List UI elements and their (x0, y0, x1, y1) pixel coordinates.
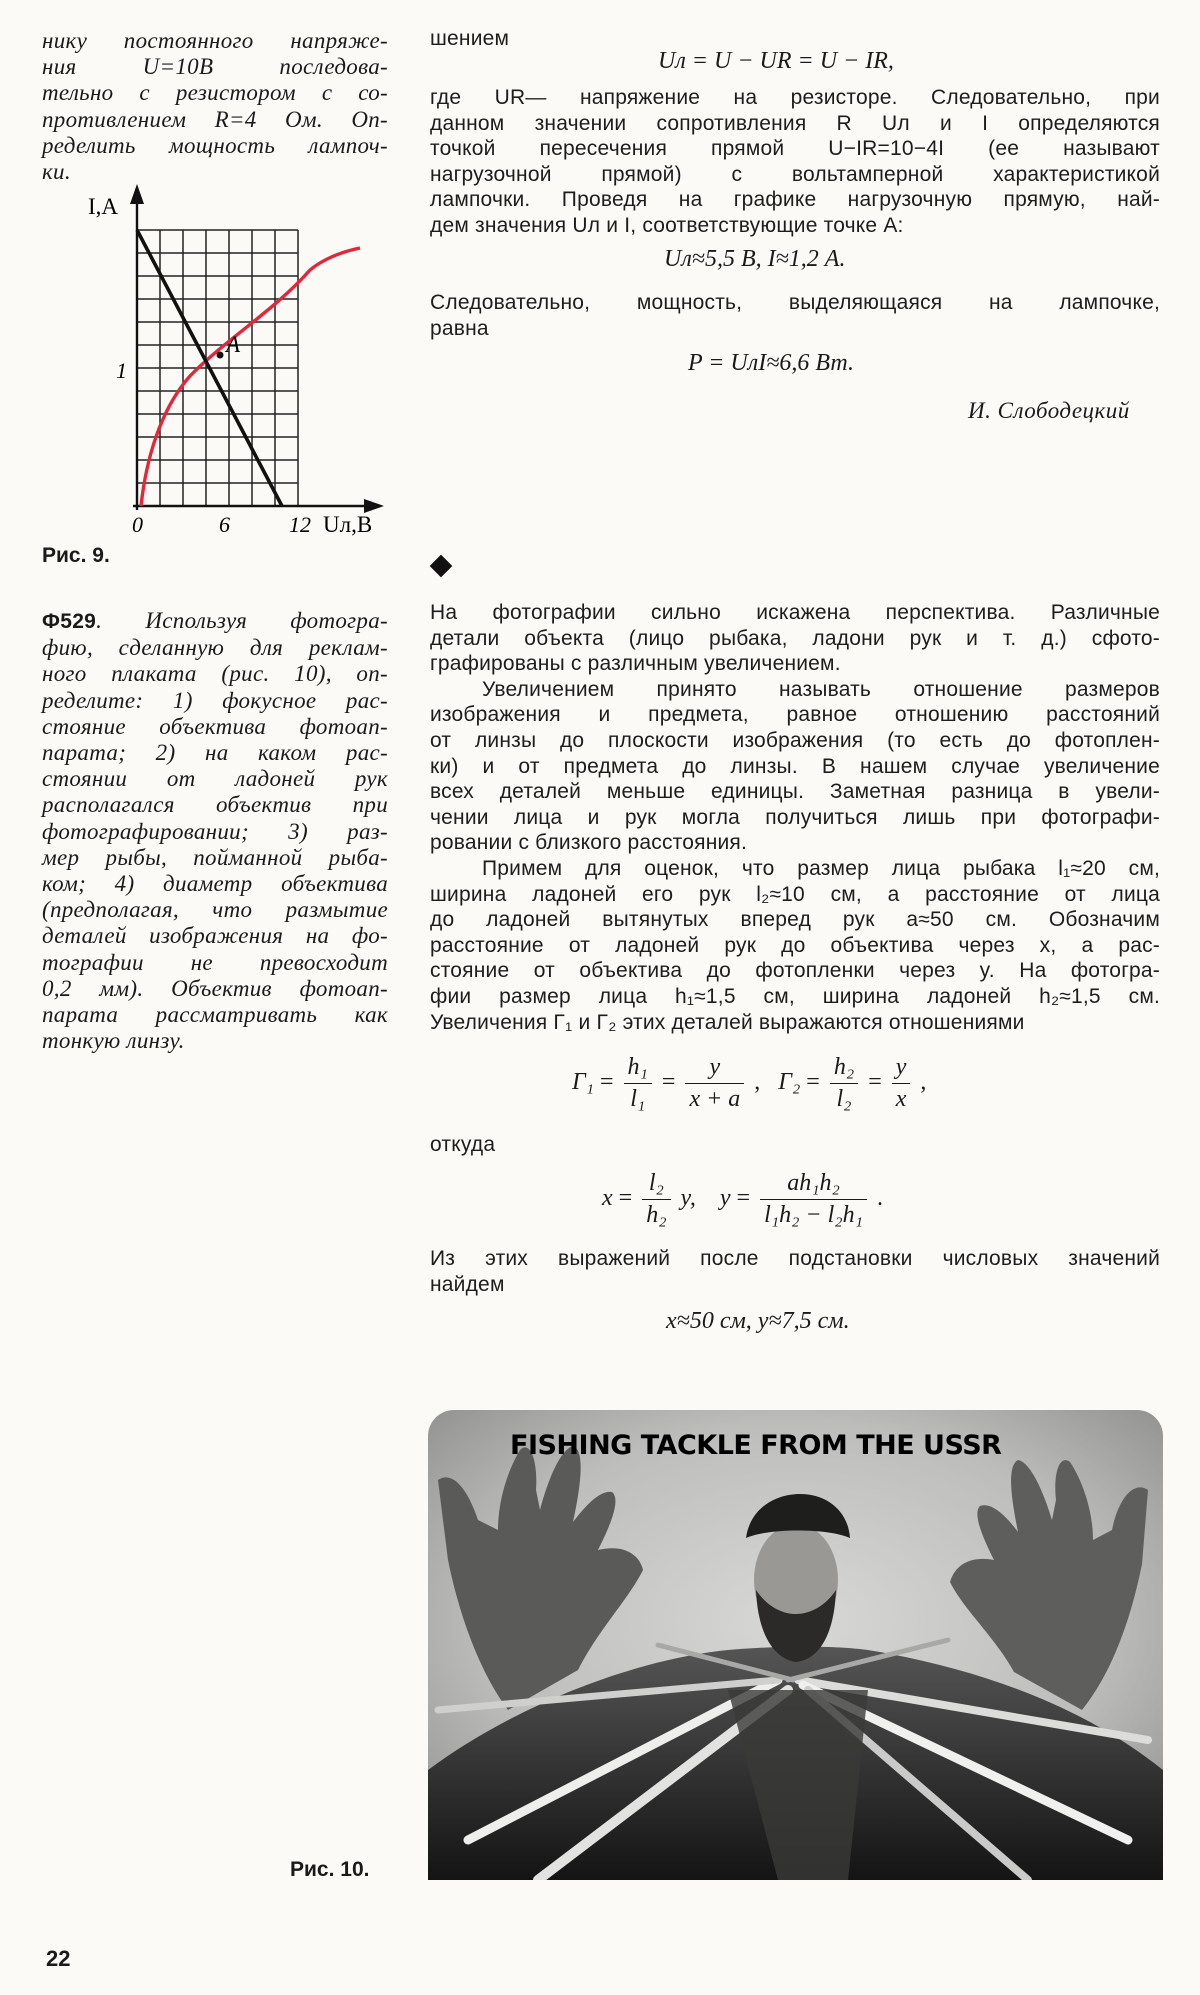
fraction: $\frac{\text{h₁}}{\text{l₁}}$ (624, 1054, 652, 1113)
text-line: графированы с различным увеличением. (430, 652, 841, 676)
text-line: детали объекта (лицо рыбака, ладони рук и т. д.) сфото- (430, 626, 1160, 650)
text-line: тельно с резистором с со- (42, 80, 388, 106)
x-axis-arrow-icon (364, 499, 384, 513)
text-line: найдем (430, 1272, 505, 1296)
text-line: На фотографии сильно искажена перспектива. Различные (430, 601, 1160, 624)
problem-f529 (42, 608, 388, 1054)
text-line: (предполагая, что размытие (42, 897, 388, 923)
problem-number: Ф529 (42, 610, 97, 633)
text-line: ки. (42, 159, 71, 185)
result: x≈50 см, y≈7,5 см. (666, 1308, 850, 1334)
text-line: фии размер лица h₁≈1,5 см, ширина ладоней h₂≈1,5 см. (430, 984, 1160, 1008)
text-line: стоянии от ладоней рук (42, 766, 388, 792)
point-label-A: A (226, 332, 241, 357)
gamma-2: Γ₂ (778, 1069, 801, 1096)
text-line: изображения и предмета, равное отношению расстояний (430, 703, 1160, 727)
figure-9-graph (60, 180, 400, 540)
text-line: тографии не превосходит (42, 949, 388, 975)
solution-f529 (430, 600, 1160, 1035)
x-axis-label: Uл,В (323, 512, 373, 537)
text-line: точкой пересечения прямой U−IR=10−4I (ее называют (430, 137, 1160, 161)
x-tick-label: 6 (219, 512, 230, 537)
text-line: ширина ладоней его рук l₂≈10 см, а расстояние от лица (430, 882, 1160, 906)
fraction: $\frac{y}{x + a}$ (685, 1054, 744, 1113)
text-line: Из этих выражений после подстановки числовых значений (430, 1247, 1160, 1270)
text-line: фотографировании; 3) раз- (42, 818, 388, 844)
photo-title: FISHING TACKLE FROM THE USSR (510, 1430, 1002, 1461)
fraction: $\frac{y}{x}$ (892, 1054, 911, 1113)
text-line: дем значения Uл и I, соответствующие точке A: (430, 213, 904, 237)
formula-voltage: Uл = U − UR = U − IR, (658, 48, 894, 74)
text-line: где UR— напряжение на резисторе. Следовательно, при (430, 86, 1160, 109)
text-line: нагрузочной прямой) с вольтамперной характеристикой (430, 162, 1160, 186)
text-line: ределить мощность лампоч- (42, 132, 388, 158)
fraction: $\frac{\text{h₂}}{\text{l₂}}$ (830, 1054, 858, 1113)
text-line: ного плаката (рис. 10), оп- (42, 661, 388, 687)
text-line: ровании с близкого расстояния. (430, 831, 748, 855)
diamond-separator-icon (430, 555, 453, 578)
y-axis-label: I,А (88, 194, 119, 219)
word-top: шением (430, 27, 510, 50)
text-line: равна (430, 316, 489, 340)
solution-paragraph-2 (430, 290, 1160, 341)
intersection-point-A (217, 352, 224, 359)
text-line: деталей изображения на фо- (42, 923, 388, 949)
figure-10-photo (428, 1410, 1163, 1880)
text-line: стояние объектива фотоап- (42, 713, 388, 739)
text-line: . Используя фотогра- (96, 608, 388, 633)
text-line: стояние от объектива до фотопленки через y. На фотогра- (430, 959, 1160, 983)
equation-magnification: Γ₁ = $\frac{\text{h₁}}{\text{l₁}}$ = $\frac{y}{x + a}$ , Γ₂ = $\frac{\text{h₂}}{\text{l₂}}$ = $\frac{y}{x}$ , (572, 1054, 927, 1112)
grid (137, 230, 298, 506)
text-line: 0,2 мм). Объектив фотоап- (42, 975, 388, 1001)
formula-values: Uл≈5,5 В, I≈1,2 А. (664, 246, 846, 272)
text-line: лампочки. Проведя на графике нагрузочную прямую, най- (430, 188, 1160, 212)
word-otkuda: откуда (430, 1133, 496, 1156)
x-tick-label: 12 (289, 512, 311, 537)
fraction: $\frac{\text{l₂}}{\text{h₂}}$ (642, 1170, 670, 1229)
gamma-1: Γ₁ (572, 1069, 594, 1096)
text-line: Увеличением принято называть отношение размеров (482, 677, 1160, 701)
text-line: всех деталей меньше единицы. Заметная разница в увели- (430, 780, 1160, 804)
text-line: от линзы до плоскости изображения (то есть до фотоплен- (430, 728, 1160, 752)
author: И. Слободецкий (968, 398, 1130, 423)
solution-paragraph-4 (430, 1246, 1160, 1297)
y-tick-label: 1 (116, 358, 127, 383)
text-line: данном значении сопротивления R Uл и I определяются (430, 111, 1160, 135)
page-number: 22 (46, 1946, 71, 1971)
text-line: ния U=10В последова- (42, 54, 388, 80)
text-line: располагался объектив при (42, 792, 388, 818)
equation-xy: x = $\frac{\text{l₂}}{\text{h₂}}$ y, y = $\frac{\text{ah₁h₂}}{\text{l₁h₂ − l₂h₁}}$ . (602, 1170, 883, 1228)
fraction: $\frac{\text{ah₁h₂}}{\text{l₁h₂ − l₂h₁}}$ (760, 1170, 867, 1229)
text-line: мер рыбы, пойманной рыба- (42, 844, 388, 870)
text-line: тонкую линзу. (42, 1028, 185, 1054)
text-line: чении лица и рук могла получиться лишь при фотографи- (430, 805, 1160, 829)
text-line: ком; 4) диаметр объектива (42, 871, 388, 897)
formula-power: P = UлI≈6,6 Вт. (688, 350, 854, 376)
x-tick-label: 0 (132, 512, 143, 537)
text-line: ки) и от предмета до линзы. В нашем случае увеличение (430, 754, 1160, 778)
solution-paragraph-1 (430, 85, 1160, 239)
figure-9-caption: Рис. 9. (42, 544, 110, 567)
text-line: Примем для оценок, что размер лица рыбака l₁≈20 см, (482, 856, 1160, 880)
text-line: Увеличения Γ₁ и Γ₂ этих деталей выражаются отношениями (430, 1010, 1025, 1034)
text-line: ределите: 1) фокусное рас- (42, 687, 388, 713)
text-line: расстояние от ладоней рук до объектива через x, а рас- (430, 933, 1160, 957)
text-line: парата; 2) на каком рас- (42, 740, 388, 766)
text-line: до ладоней вытянутых вперед рук a≈50 см. Обозначим (430, 908, 1160, 932)
text-line: нику постоянного напряже- (42, 28, 388, 53)
problem-text-top (42, 28, 388, 185)
y-axis-arrow-icon (130, 184, 144, 204)
figure-10-caption: Рис. 10. (290, 1858, 370, 1881)
text-line: Следовательно, мощность, выделяющаяся на лампочке, (430, 291, 1160, 314)
volt-ampere-curve (141, 248, 360, 506)
text-line: противлением R=4 Ом. Оп- (42, 106, 388, 132)
text-line: парата рассматривать как (42, 1002, 388, 1028)
text-line: фию, сделанную для реклам- (42, 635, 388, 661)
